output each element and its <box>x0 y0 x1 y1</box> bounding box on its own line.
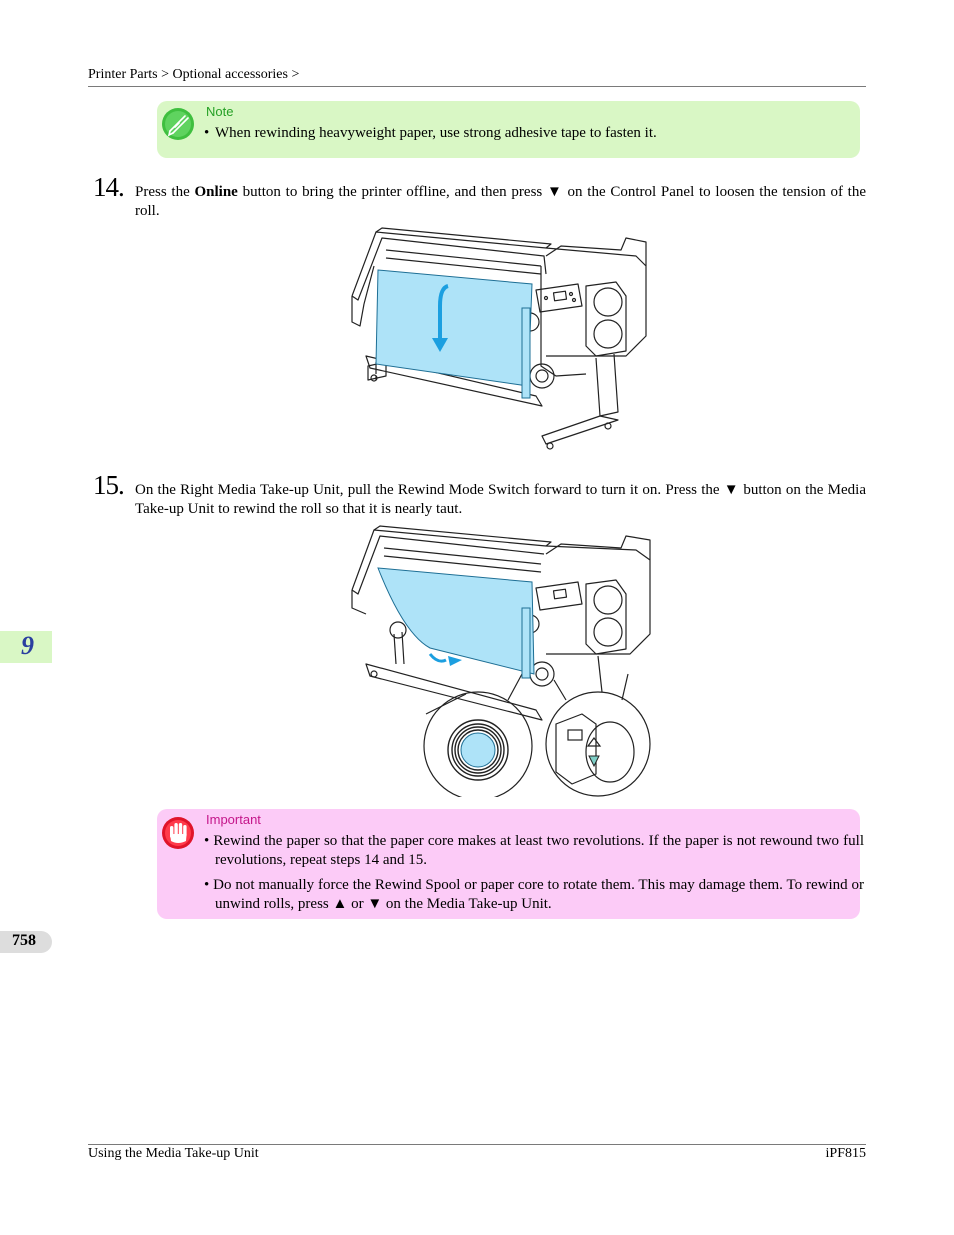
note-title: Note <box>206 104 234 119</box>
important-item: • Rewind the paper so that the paper core makes at least two revolutions. If the paper is not rewound two full revolutions, repeat steps 14 and 15. <box>204 833 864 868</box>
note-body: When rewinding heavyweight paper, use strong adhesive tape to fasten it. <box>215 125 657 141</box>
step-14-text <box>135 183 866 221</box>
important-item: • Do not manually force the Rewind Spool or paper core to rotate them. This may damage them. To rewind or unwind rolls, press ▲ or ▼ on the Media Take-up Unit. <box>204 877 864 912</box>
step-14-text-b: button to bring the printer offline, and then press ▼ on the Control Panel to loosen the tension of the roll. <box>135 184 866 219</box>
step-14-text-a: Press the <box>135 184 195 200</box>
page-number: 758 <box>12 932 36 949</box>
header-rule <box>88 86 866 87</box>
rewind-mode-switch-illustration <box>346 524 652 797</box>
step-15-number: 15. <box>93 470 124 500</box>
pencil-note-icon <box>161 107 195 141</box>
footer-model-name: iPF815 <box>825 1146 866 1161</box>
step-14-number: 14. <box>93 172 124 202</box>
chapter-tab[interactable] <box>0 631 52 663</box>
note-text <box>204 125 657 142</box>
breadcrumb: Printer Parts > Optional accessories > <box>88 67 300 82</box>
step-15-text: On the Right Media Take-up Unit, pull the Rewind Mode Switch forward to turn it on. Press the ▼ button on the Media Take-up Unit to rewind the roll so that it is nearly taut. <box>135 482 866 517</box>
online-button-label: Online <box>194 184 238 200</box>
important-title: Important <box>206 812 261 827</box>
chapter-number: 9 <box>21 631 34 660</box>
page-number-tab <box>0 931 52 953</box>
printer-loosen-tension-illustration <box>346 226 652 456</box>
hand-stop-icon <box>161 816 195 850</box>
footer-rule <box>88 1144 866 1145</box>
footer-section-title: Using the Media Take-up Unit <box>88 1146 259 1161</box>
bullet: • <box>204 125 210 141</box>
